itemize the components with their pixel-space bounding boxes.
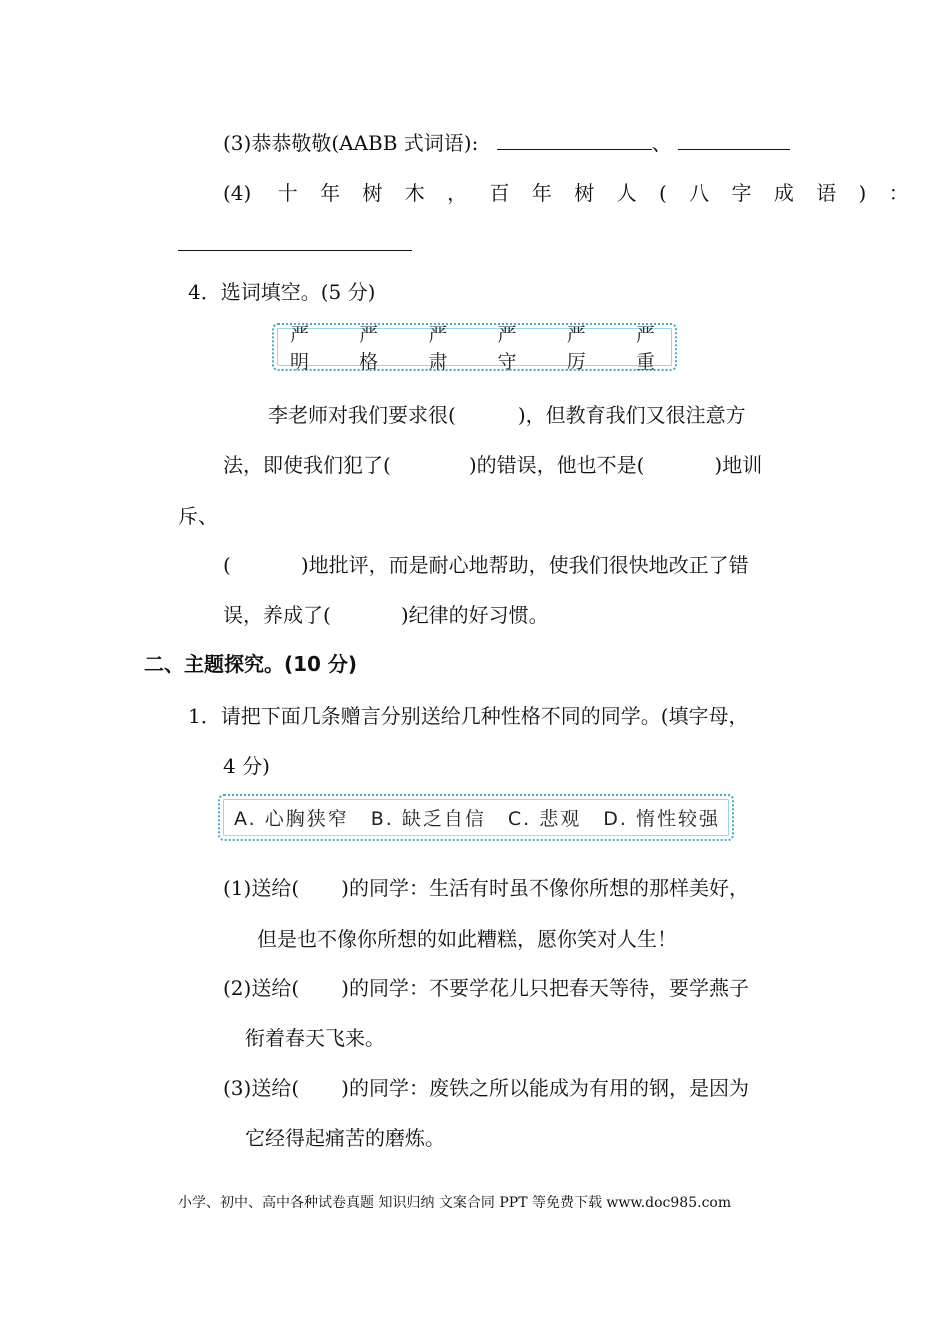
q3-item3-blank1[interactable] (497, 131, 652, 150)
section2-q1-line1: 1．请把下面几条赠言分别送给几种性格不同的同学。(填字母， (188, 704, 749, 728)
gift1-line2: 但是也不像你所想的如此糟糕，愿你笑对人生！ (257, 927, 677, 951)
q3-item4-char: 八 (689, 181, 710, 205)
q3-item4 (223, 180, 909, 206)
q4-paragraph-line3: 斥、 (178, 504, 218, 528)
gift-text: (2)送给( (223, 976, 300, 1000)
gift-text: )的同学：生活有时虽不像你所想的那样美好， (341, 876, 749, 900)
q4-title: 4．选词填空。(5 分) (188, 280, 376, 304)
q4-text: )纪律的好习惯。 (400, 603, 549, 627)
q3-item4-char: ： (888, 181, 909, 205)
q3-item3-blank2[interactable] (678, 131, 790, 150)
q4-paragraph-line4 (223, 552, 749, 578)
option-c: C. 悲观 (507, 808, 582, 830)
q3-item4-char: 语 (816, 181, 837, 205)
q3-item3 (223, 130, 790, 156)
q4-word: 严守 (497, 324, 519, 373)
q4-text: 李老师对我们要求很( (268, 403, 456, 427)
q4-text: 误，养成了( (223, 603, 331, 627)
q4-text: )地批评，而是耐心地帮助，使我们很快地改正了错 (300, 553, 749, 577)
option-a: A. 心胸狭窄 (234, 808, 349, 830)
q4-text: )地训 (714, 453, 763, 477)
q4-paragraph-line5 (223, 602, 549, 628)
gift3-line1 (223, 1075, 749, 1101)
q3-item4-char: 树 (574, 181, 595, 205)
section2-options-box (218, 794, 734, 841)
q3-item4-char: 年 (531, 181, 552, 205)
q3-item3-sep: 、 (651, 131, 672, 155)
q4-text: 法，即使我们犯了( (223, 453, 391, 477)
q3-item4-char: 年 (320, 181, 341, 205)
section2-q1-line2: 4 分) (223, 754, 270, 778)
q4-text: ( (223, 553, 231, 577)
gift2-line1 (223, 975, 749, 1001)
section2-heading: 二、主题探究。(10 分) (144, 652, 358, 676)
q3-item4-char: 成 (773, 181, 794, 205)
gift-text: )的同学：不要学花儿只把春天等待，要学燕子 (341, 976, 749, 1000)
q4-word-box (272, 323, 677, 371)
q4-word: 严格 (359, 324, 381, 373)
q4-word: 严肃 (428, 324, 450, 373)
q3-item4-char: 木 (404, 181, 425, 205)
q3-item4-char: 十 (277, 181, 298, 205)
q3-item4-char: 百 (489, 181, 510, 205)
option-d: D. 惰性较强 (603, 808, 720, 830)
q3-item4-char: ( (658, 181, 667, 205)
q4-text: )的错误，他也不是( (468, 453, 645, 477)
q4-paragraph-line1 (268, 402, 746, 428)
gift3-line2: 它经得起痛苦的磨炼。 (245, 1126, 445, 1150)
q3-item4-char: ， (447, 181, 468, 205)
q3-item4-label: (4) (223, 181, 252, 205)
q4-word: 严重 (635, 324, 657, 373)
q3-item4-blank[interactable] (178, 232, 412, 251)
gift1-line1 (223, 875, 749, 901)
gift2-line2: 衔着春天飞来。 (245, 1026, 385, 1050)
option-b: B. 缺乏自信 (370, 808, 486, 830)
gift-text: )的同学：废铁之所以能成为有用的钢，是因为 (341, 1076, 749, 1100)
q4-text: )，但教育我们又很注意方 (517, 403, 746, 427)
gift-text: (3)送给( (223, 1076, 300, 1100)
q3-item4-char: 字 (731, 181, 752, 205)
q4-word: 严明 (290, 324, 312, 373)
q4-paragraph-line2 (223, 452, 762, 478)
q3-item4-char: ) (858, 181, 867, 205)
q3-item4-char: 树 (362, 181, 383, 205)
q3-item3-label: (3)恭恭敬敬(AABB 式词语): (223, 131, 479, 155)
q3-item4-char: 人 (616, 181, 637, 205)
footer-text: 小学、初中、高中各种试卷真题 知识归纳 文案合同 PPT 等免费下载 www.doc985.com (178, 1195, 732, 1211)
gift-text: (1)送给( (223, 876, 300, 900)
q4-word: 严厉 (566, 324, 588, 373)
